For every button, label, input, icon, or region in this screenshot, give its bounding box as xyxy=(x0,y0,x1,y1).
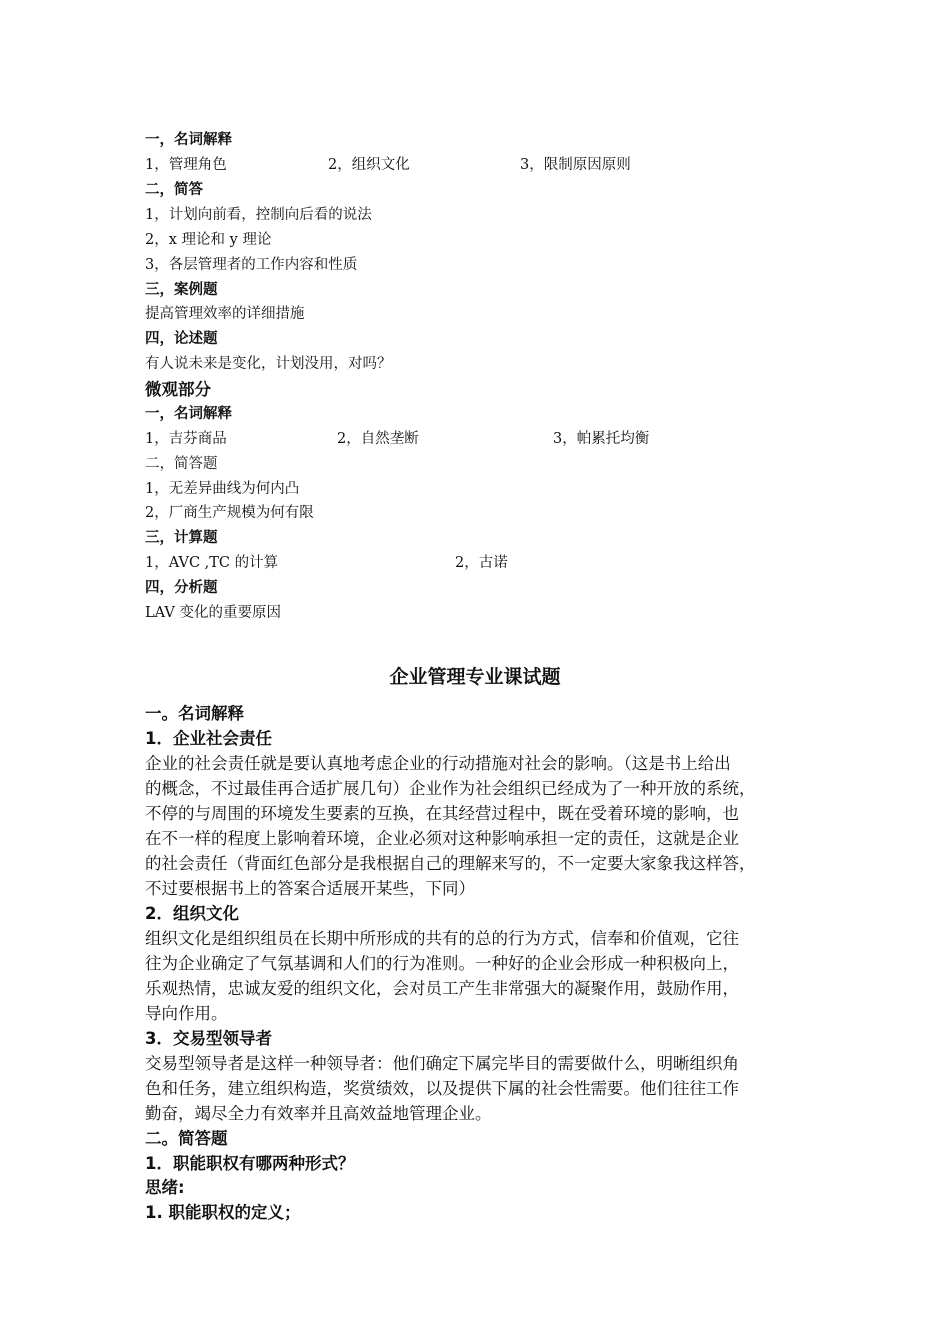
page-title: 企业管理专业课试题 xyxy=(389,666,561,688)
paragraph-line: 乐观热情，忠诚友爱的组织文化，会对员工产生非常强大的凝聚作用，鼓励作用， xyxy=(145,979,739,998)
list-item: 1，AVC ,TC 的计算 xyxy=(145,555,279,571)
thought-label: 思绪: xyxy=(145,1178,185,1197)
list-item: 1，吉芬商品 xyxy=(145,431,227,447)
body-text: 提高管理效率的详细措施 xyxy=(145,306,305,322)
paragraph-line: 交易型领导者是这样一种领导者：他们确定下属完毕目的需要做什么，明晰组织角 xyxy=(145,1054,739,1073)
section-heading: 一。名词解释 xyxy=(145,704,244,723)
section-heading: 二，简答题 xyxy=(145,456,218,472)
paragraph-line: 在不一样的程度上影响着环境，企业必须对这种影响承担一定的责任，这就是企业 xyxy=(145,829,739,848)
list-item: 1，无差异曲线为何内凸 xyxy=(145,481,300,497)
paragraph-line: 不停的与周围的环境发生要素的互换，在其经营过程中，既在受着环境的影响，也 xyxy=(145,804,739,823)
list-item: 2，自然垄断 xyxy=(337,431,419,447)
paragraph-line: 往为企业确定了气氛基调和人们的行为准则。一种好的企业会形成一种积极向上， xyxy=(145,954,739,973)
list-item: 1，管理角色 xyxy=(145,157,227,173)
paragraph-line: 不过要根据书上的答案合适展开某些，下同） xyxy=(145,879,475,898)
question-title: 1．职能职权有哪两种形式？ xyxy=(145,1154,355,1173)
list-item: 3，帕累托均衡 xyxy=(553,431,650,447)
section-heading: 一，名词解释 xyxy=(145,132,232,148)
paragraph-line: 企业的社会责任就是要认真地考虑企业的行动措施对社会的影响。（这是书上给出 xyxy=(145,754,731,773)
paragraph-line: 勤奋，竭尽全力有效率并且高效益地管理企业。 xyxy=(145,1104,492,1123)
section-heading: 一，名词解释 xyxy=(145,406,232,422)
point-item: 1. 职能职权的定义； xyxy=(145,1203,301,1222)
list-item: 2，厂商生产规模为何有限 xyxy=(145,505,314,521)
part-title: 微观部分 xyxy=(145,380,211,399)
list-item: 2，古诺 xyxy=(455,555,508,571)
paragraph-line: 的概念，不过最佳再合适扩展几句）企业作为社会组织已经成为了一种开放的系统， xyxy=(145,779,756,798)
section-heading: 四，分析题 xyxy=(145,580,218,596)
list-item: 2，组织文化 xyxy=(328,157,410,173)
paragraph-line: 组织文化是组织组员在长期中所形成的共有的总的行为方式，信奉和价值观，它往 xyxy=(145,929,739,948)
list-item: 3，各层管理者的工作内容和性质 xyxy=(145,257,358,273)
list-item: 3，限制原因原则 xyxy=(520,157,631,173)
question-title: 1．企业社会责任 xyxy=(145,729,272,748)
section-heading: 二。简答题 xyxy=(145,1129,228,1148)
section-heading: 四，论述题 xyxy=(145,331,218,347)
list-item: 1，计划向前看，控制向后看的说法 xyxy=(145,207,372,223)
question-title: 3．交易型领导者 xyxy=(145,1029,272,1048)
question-title: 2．组织文化 xyxy=(145,904,239,923)
section-heading: 三，计算题 xyxy=(145,530,218,546)
body-text: LAV 变化的重要原因 xyxy=(145,605,281,621)
list-item: 2，x 理论和 y 理论 xyxy=(145,232,272,248)
section-heading: 二，简答 xyxy=(145,182,203,198)
body-text: 有人说未来是变化，计划没用，对吗？ xyxy=(145,356,392,372)
section-heading: 三，案例题 xyxy=(145,282,218,298)
paragraph-line: 导向作用。 xyxy=(145,1004,228,1023)
paragraph-line: 色和任务，建立组织构造，奖赏绩效，以及提供下属的社会性需要。他们往往工作 xyxy=(145,1079,739,1098)
paragraph-line: 的社会责任（背面红色部分是我根据自己的理解来写的，不一定要大家象我这样答， xyxy=(145,854,756,873)
